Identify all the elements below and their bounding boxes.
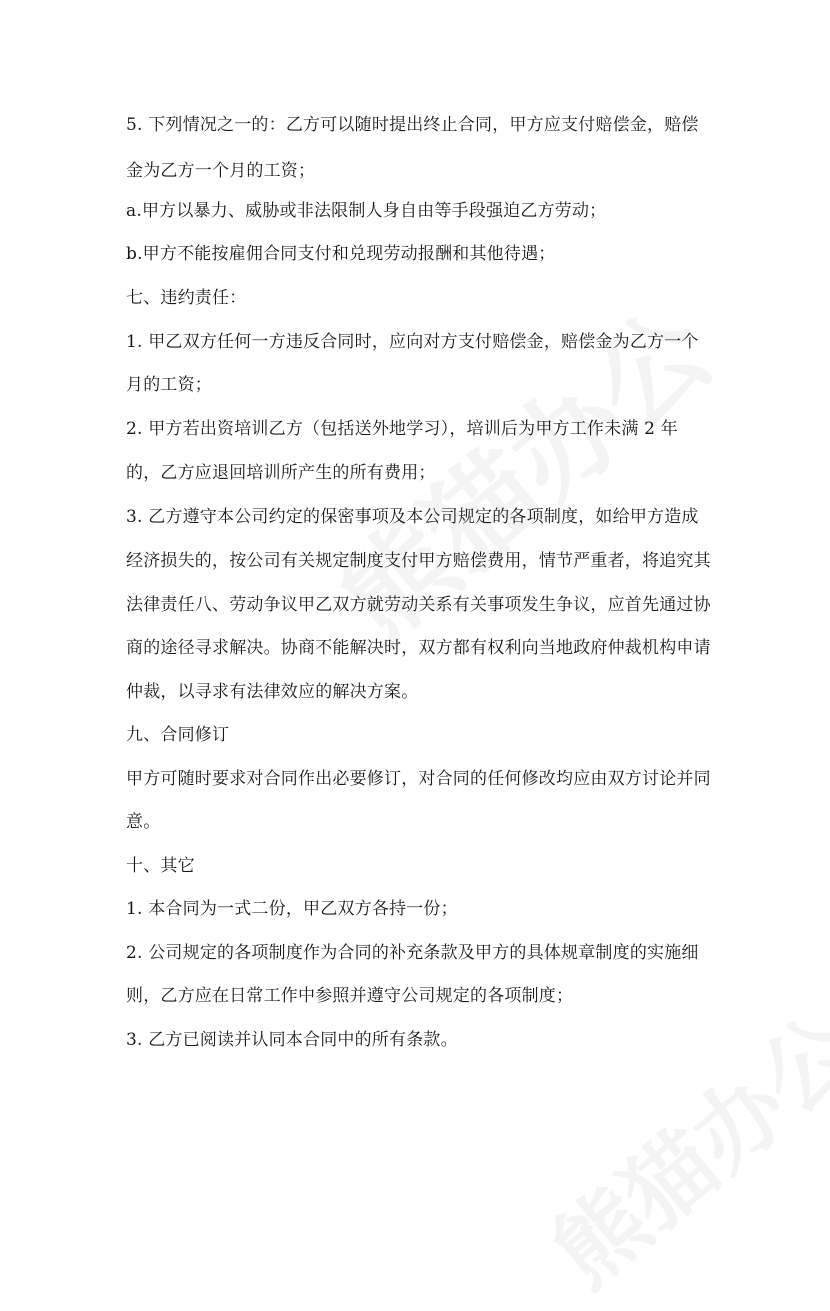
text-line: 商的途径寻求解决。协商不能解决时，双方都有权利向当地政府仲裁机构申请 <box>126 638 711 658</box>
text-line: 金为乙方一个月的工资； <box>126 161 316 181</box>
text-line: a.甲方以暴力、威胁或非法限制人身自由等手段强迫乙方劳动； <box>126 201 607 221</box>
text-line: 2. 公司规定的各项制度作为合同的补充条款及甲方的具体规章制度的实施细 <box>126 943 699 963</box>
text-line: 意。 <box>126 812 161 832</box>
text-line: 仲裁，以寻求有法律效应的解决方案。 <box>126 682 419 702</box>
text-line: 甲方可随时要求对合同作出必要修订，对合同的任何修改均应由双方讨论并同 <box>126 769 711 789</box>
text-line: 经济损失的，按公司有关规定制度支付甲方赔偿费用，情节严重者，将追究其 <box>126 551 711 571</box>
text-line: 3. 乙方已阅读并认同本合同中的所有条款。 <box>126 1030 458 1050</box>
text-line: 月的工资； <box>126 375 212 395</box>
text-line: 则，乙方应在日常工作中参照并遵守公司规定的各项制度； <box>126 986 574 1006</box>
text-line: 3. 乙方遵守本公司约定的保密事项及本公司规定的各项制度，如给甲方造成 <box>126 507 699 527</box>
text-line: 法律责任八、劳动争议甲乙双方就劳动关系有关事项发生争议，应首先通过协 <box>126 595 711 615</box>
text-line: 2. 甲方若出资培训乙方（包括送外地学习），培训后为甲方工作未满 2 年 <box>126 419 678 439</box>
text-line: 的，乙方应退回培训所产生的所有费用； <box>126 463 436 483</box>
section-heading: 十、其它 <box>126 856 195 876</box>
text-line: b.甲方不能按雇佣合同支付和兑现劳动报酬和其他待遇； <box>126 244 556 264</box>
text-line: 5. 下列情况之一的：乙方可以随时提出终止合同，甲方应支付赔偿金，赔偿 <box>126 115 699 135</box>
text-line: 1. 甲乙双方任何一方违反合同时，应向对方支付赔偿金，赔偿金为乙方一个 <box>126 332 699 352</box>
section-heading: 九、合同修订 <box>126 725 230 745</box>
section-heading: 七、违约责任： <box>126 288 247 308</box>
text-line: 1. 本合同为一式二份，甲乙双方各持一份； <box>126 899 458 919</box>
